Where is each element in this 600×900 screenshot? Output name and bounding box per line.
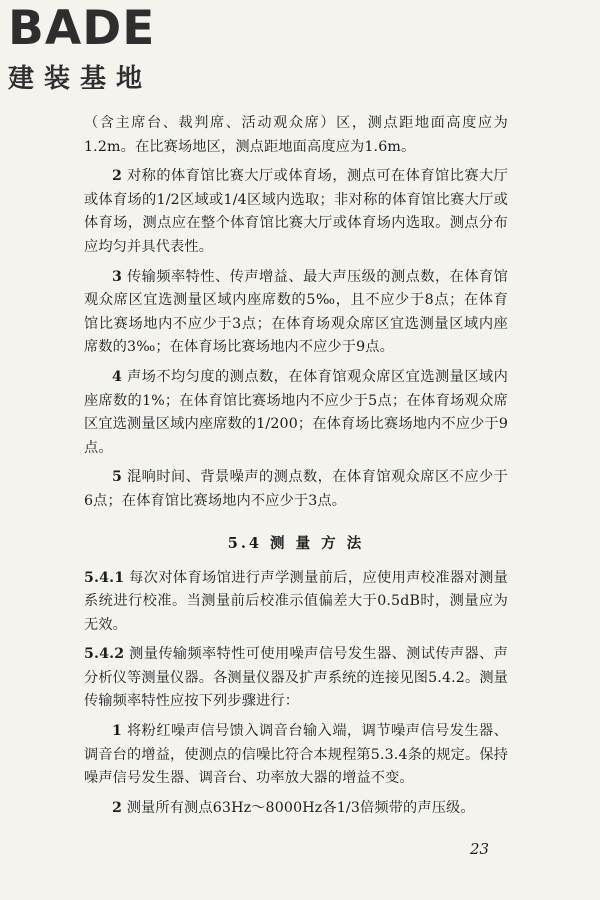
- list-item: [84, 720, 508, 791]
- list-item: [84, 466, 508, 513]
- list-item: [84, 366, 508, 460]
- list-item: [84, 266, 508, 360]
- clause-number: 5.4.2: [84, 646, 125, 663]
- item-number: 5: [112, 469, 123, 486]
- paragraph-continued: [84, 112, 508, 159]
- section-heading: 5.4 测 量 方 法: [227, 534, 365, 552]
- item-text: 传输频率特性、传声增益、最大声压级的测点数，在体育馆观众席区宜选测量区域内座席数的5‰，且不应少于8点；在体育馆比赛场地内不应少于3点；在体育场观众席区宜选测量区域内座席数的3‰；在体育场比赛场地内不应少于9点。: [84, 268, 508, 356]
- item-text: 对称的体育馆比赛大厅或体育场，测点可在体育馆比赛大厅或体育场的1/2区域或1/4区域内选取；非对称的体育馆比赛大厅或体育场，测点应在整个体育馆比赛大厅或体育场内选取。测点分布应均匀并具代表性。: [84, 168, 508, 255]
- page-body: [84, 112, 508, 820]
- item-number: 2: [112, 799, 123, 816]
- paragraph-text: （含主席台、裁判席、活动观众席）区，测点距地面高度应为1.2m。在比赛场地区，测点距地面高度应为1.6m。: [84, 115, 508, 155]
- item-number: 4: [112, 368, 123, 385]
- page-number: 23: [470, 840, 490, 858]
- list-item: [84, 165, 508, 259]
- item-text: 测量所有测点63Hz～8000Hz各1/3倍频带的声压级。: [122, 799, 475, 816]
- item-text: 将粉红噪声信号馈入调音台输入端，调节噪声信号发生器、调音台的增益，使测点的信噪比符合本规程第5.3.4条的规定。保持噪声信号发生器、调音台、功率放大器的增益不变。: [84, 723, 508, 787]
- logo-subtitle: 建装基地: [8, 64, 153, 94]
- clause: [84, 567, 508, 638]
- item-number: 3: [112, 268, 123, 285]
- item-text: 声场不均匀度的测点数，在体育馆观众席区宜选测量区域内座席数的1%；在体育馆比赛场地内不应少于5点；在体育场观众席区宜选测量区域内座席数的1/200；在体育场比赛场地内不应少于9点。: [84, 368, 508, 456]
- item-number: 1: [112, 723, 123, 740]
- item-text: 混响时间、背景噪声的测点数，在体育馆观众席区不应少于6点；在体育馆比赛场地内不应少于3点。: [84, 469, 508, 509]
- logo-wordmark: BADE: [8, 1, 156, 56]
- item-number: 2: [112, 168, 123, 185]
- clause-number: 5.4.1: [84, 569, 125, 586]
- clause-text: 每次对体育场馆进行声学测量前后，应使用声校准器对测量系统进行校准。当测量前后校准示值偏差大于0.5dB时，测量应为无效。: [84, 569, 508, 633]
- brand-logo: [8, 1, 188, 100]
- clause: [84, 643, 508, 714]
- list-item: [84, 797, 508, 821]
- clause-text: 测量传输频率特性可使用噪声信号发生器、测试传声器、声分析仪等测量仪器。各测量仪器及扩声系统的连接见图5.4.2。测量传输频率特性应按下列步骤进行：: [84, 646, 508, 710]
